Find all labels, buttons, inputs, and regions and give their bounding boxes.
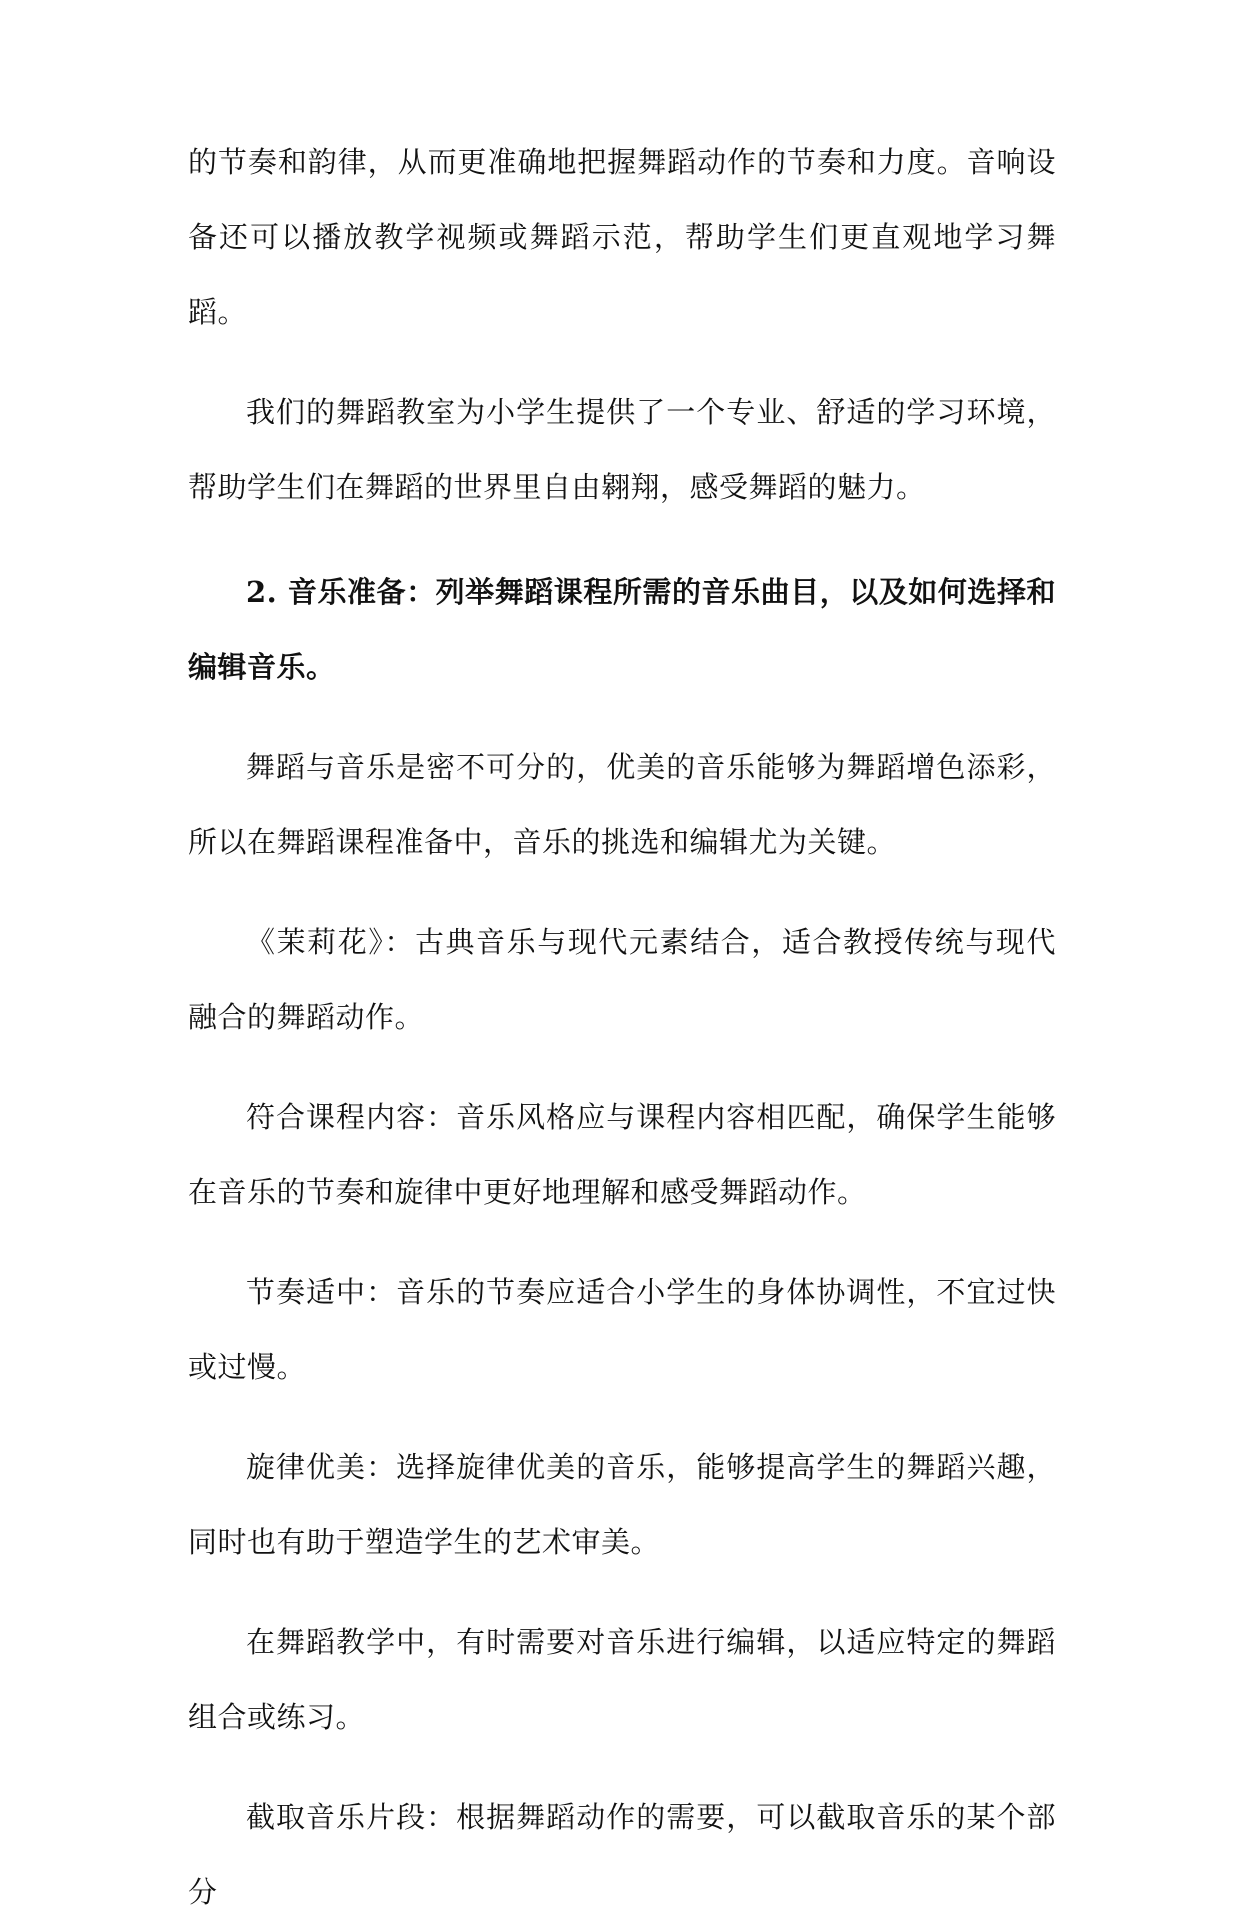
paragraph-jasmine-flower: 《茉莉花》：古典音乐与现代元素结合，适合教授传统与现代融合的舞蹈动作。 xyxy=(188,925,1056,1034)
paragraph-clip-music: 截取音乐片段：根据舞蹈动作的需要，可以截取音乐的某个部分 xyxy=(188,1800,1056,1909)
paragraph-moderate-tempo: 节奏适中：音乐的节奏应适合小学生的身体协调性，不宜过快或过慢。 xyxy=(188,1275,1056,1384)
paragraph-music-importance: 舞蹈与音乐是密不可分的，优美的音乐能够为舞蹈增色添彩，所以在舞蹈课程准备中，音乐的挑选和编辑尤为关键。 xyxy=(188,750,1056,859)
paragraph-beautiful-melody: 旋律优美：选择旋律优美的音乐，能够提高学生的舞蹈兴趣，同时也有助于塑造学生的艺术审美。 xyxy=(188,1450,1056,1559)
paragraph-music-editing: 在舞蹈教学中，有时需要对音乐进行编辑，以适应特定的舞蹈组合或练习。 xyxy=(188,1625,1056,1734)
paragraph-classroom-summary: 我们的舞蹈教室为小学生提供了一个专业、舒适的学习环境，帮助学生们在舞蹈的世界里自由翱翔，感受舞蹈的魅力。 xyxy=(188,395,1056,504)
paragraph-match-content: 符合课程内容：音乐风格应与课程内容相匹配，确保学生能够在音乐的节奏和旋律中更好地理解和感受舞蹈动作。 xyxy=(188,1100,1056,1209)
section-heading-music-preparation: 2. 音乐准备：列举舞蹈课程所需的音乐曲目，以及如何选择和编辑音乐。 xyxy=(188,575,1056,684)
paragraph-continuation: 的节奏和韵律，从而更准确地把握舞蹈动作的节奏和力度。音响设备还可以播放教学视频或舞蹈示范，帮助学生们更直观地学习舞蹈。 xyxy=(188,145,1056,329)
